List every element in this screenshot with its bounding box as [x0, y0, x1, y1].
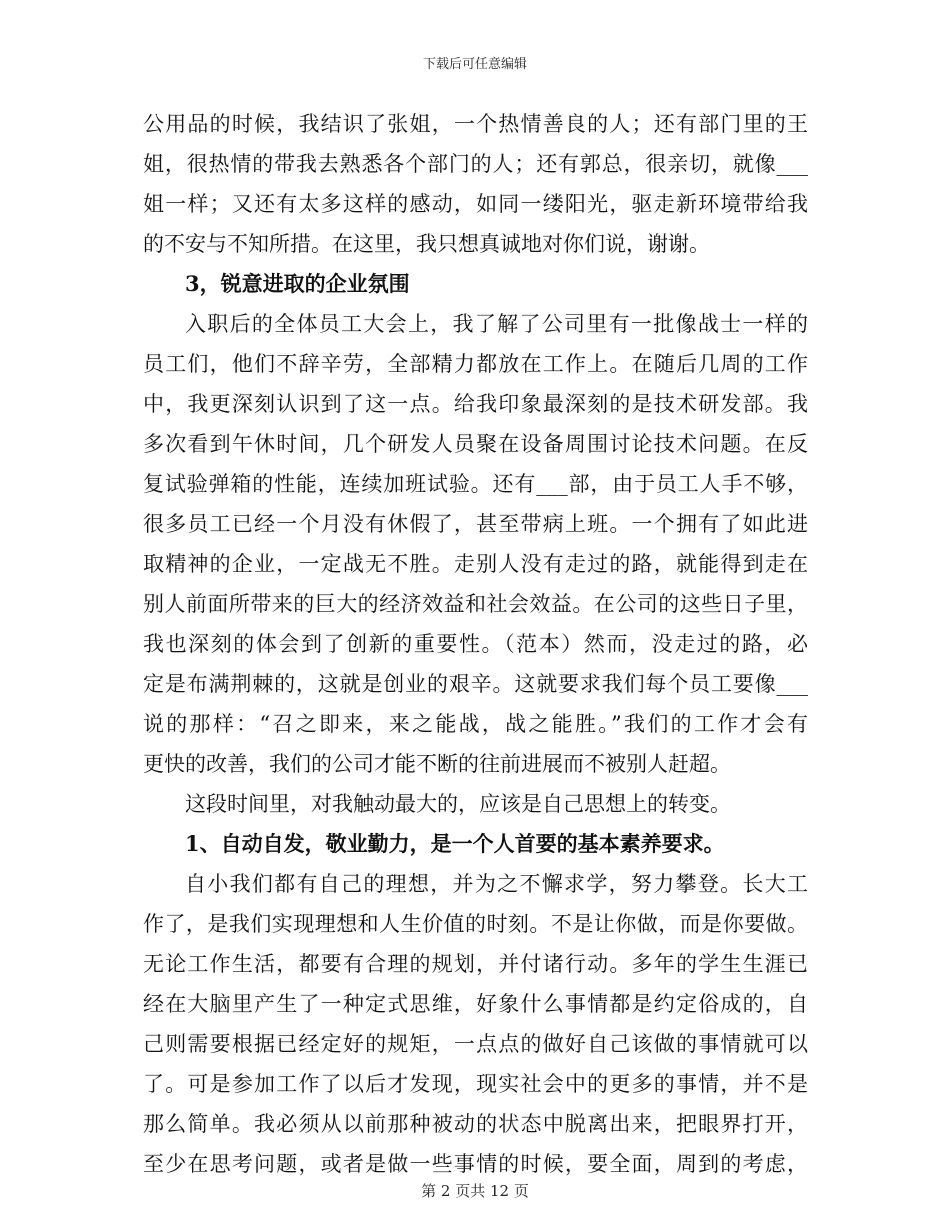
text-line: 了。可是参加工作了以后才发现，现实社会中的更多的事情，并不是 [143, 1072, 808, 1096]
text-line: 很多员工已经一个月没有休假了，甚至带病上班。一个拥有了如此进 [143, 512, 808, 536]
text-line: 经在大脑里产生了一种定式思维，好象什么事情都是约定俗成的，自 [143, 992, 808, 1016]
text-line: 多次看到午休时间，几个研发人员聚在设备周围讨论技术问题。在反 [143, 432, 808, 456]
text-line: 那么简单。我必须从以前那种被动的状态中脱离出来，把眼界打开， [143, 1112, 808, 1136]
text-line: 的不安与不知所措。在这里，我只想真诚地对你们说，谢谢。 [143, 232, 710, 256]
section-heading: 1、自动自发，敬业勤力，是一个人首要的基本素养要求。 [185, 831, 725, 856]
text-line: 复试验弹箱的性能，连续加班试验。还有___部，由于员工人手不够， [143, 472, 808, 496]
text-line: 别人前面所带来的巨大的经济效益和社会效益。在公司的这些日子里， [143, 592, 808, 616]
text-line: 更快的改善，我们的公司才能不断的往前进展而不被别人赶超。 [143, 752, 731, 776]
section-heading: 3，锐意进取的企业氛围 [185, 271, 410, 296]
text-line: 取精神的企业，一定战无不胜。走别人没有走过的路，就能得到走在 [143, 552, 808, 576]
text-line: 公用品的时候，我结识了张姐，一个热情善良的人；还有部门里的王 [143, 112, 808, 136]
text-line: 己则需要根据已经定好的规矩，一点点的做好自己该做的事情就可以 [143, 1032, 808, 1056]
document-body [143, 104, 808, 1184]
text-line: 中，我更深刻认识到了这一点。给我印象最深刻的是技术研发部。我 [143, 392, 808, 416]
text-line: 入职后的全体员工大会上，我了解了公司里有一批像战士一样的 [185, 312, 808, 336]
text-line: 自小我们都有自己的理想，并为之不懈求学，努力攀登。长大工 [185, 872, 808, 896]
text-line: 姐一样；又还有太多这样的感动，如同一缕阳光，驱走新环境带给我 [143, 192, 808, 216]
page-footer: 第 2 页共 12 页 [421, 1182, 529, 1200]
text-line: 这段时间里，对我触动最大的，应该是自己思想上的转变。 [185, 792, 731, 816]
text-line: 无论工作生活，都要有合理的规划，并付诸行动。多年的学生生涯已 [143, 952, 808, 976]
text-line: 定是布满荆棘的，这就是创业的艰辛。这就要求我们每个员工要像___ [143, 672, 808, 696]
text-line: 作了，是我们实现理想和人生价值的时刻。不是让你做，而是你要做。 [143, 912, 808, 936]
text-line: 我也深刻的体会到了创新的重要性。（范本）然而，没走过的路，必 [143, 632, 808, 656]
page-header: 下载后可任意编辑 [422, 57, 527, 72]
text-line: 姐，很热情的带我去熟悉各个部门的人；还有郭总，很亲切，就像___ [143, 152, 808, 176]
text-line: 说的那样：“召之即来，来之能战，战之能胜。”我们的工作才会有 [143, 712, 808, 736]
text-line: 至少在思考问题，或者是做一些事情的时候，要全面，周到的考虑， [143, 1152, 808, 1176]
text-line: 员工们，他们不辞辛劳，全部精力都放在工作上。在随后几周的工作 [143, 352, 808, 376]
